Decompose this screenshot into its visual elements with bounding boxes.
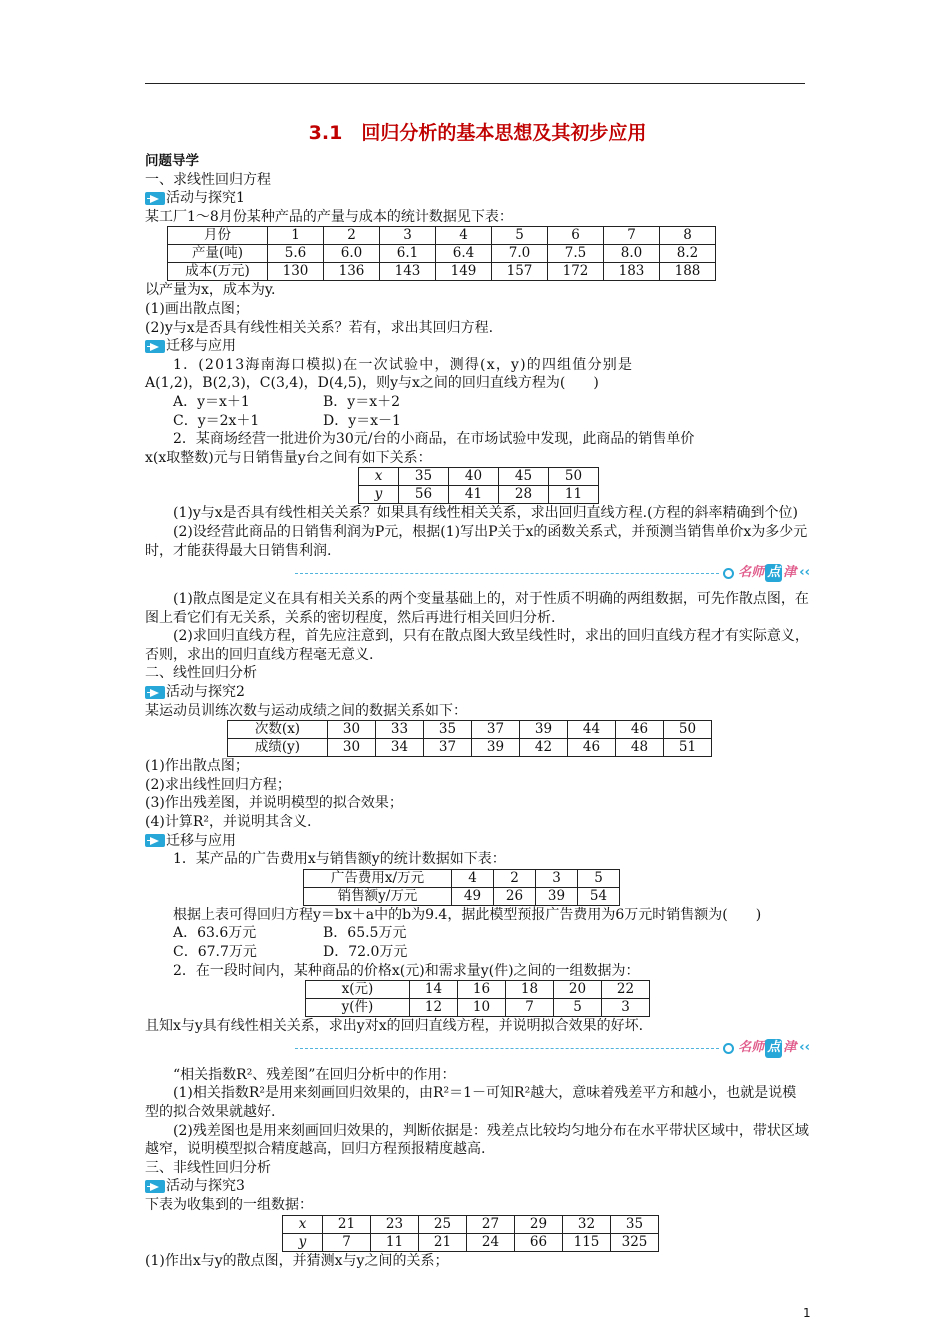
table-row-header: 成绩(y) xyxy=(228,739,328,757)
exercise-2-q2: (2)设经营此商品的日销售利润为P元，根据(1)写出P关于x的函数关系式，并预测当销售单价x为多少元时，才能获得最大日销售利润. xyxy=(145,523,808,559)
table-cell: 3 xyxy=(602,999,650,1017)
exercise-3-options-row-2 xyxy=(145,943,810,962)
tip-2-intro: “相关指数R²、残差图”在回归分析中的作用： xyxy=(173,1066,456,1083)
exercise-1-options-row-2 xyxy=(145,412,810,431)
table-row xyxy=(359,468,599,486)
tip-divider-1 xyxy=(145,562,810,584)
tip-1-para-2: (2)求回归直线方程，首先应注意到，只有在散点图大致呈线性时，求出的回归直线方程才有实际意义，否则，求出的回归直线方程毫无意义. xyxy=(145,628,809,663)
table-cell: 35 xyxy=(611,1215,659,1233)
table-row-header: 销售额y/万元 xyxy=(304,887,452,905)
exercise-4-text: 且知x与y具有线性相关关系，求出y对x的回归直线方程，并说明拟合效果的好坏. xyxy=(145,1018,644,1035)
table-cell: 39 xyxy=(520,721,568,739)
table-cell: 5 xyxy=(554,999,602,1017)
table-row-header: 产量(吨) xyxy=(168,245,268,263)
table-cell: 11 xyxy=(371,1233,419,1251)
activity-3 xyxy=(145,1177,810,1196)
table-cell: 149 xyxy=(436,263,492,281)
table-cell: 5 xyxy=(492,227,548,245)
table-cell: 49 xyxy=(452,887,494,905)
table-cell: 40 xyxy=(449,468,499,486)
table-cell: 143 xyxy=(380,263,436,281)
table-row xyxy=(168,245,716,263)
option-c: C．67.7万元 xyxy=(173,944,257,960)
table-cell: 2 xyxy=(324,227,380,245)
badge-text-highlight: 点 xyxy=(765,1039,782,1058)
table-cell: 5.6 xyxy=(268,245,324,263)
table-cell: 325 xyxy=(611,1233,659,1251)
circle-icon xyxy=(723,568,734,579)
table-cell: 39 xyxy=(472,739,520,757)
table-cell: 54 xyxy=(578,887,620,905)
table-cell: 3 xyxy=(380,227,436,245)
option-a: A．y＝x＋1 xyxy=(173,393,250,410)
table-cell: 48 xyxy=(616,739,664,757)
activity-2-intro: 某运动员训练次数与运动成绩之间的数据关系如下： xyxy=(145,702,467,719)
document-body xyxy=(145,118,810,1270)
table-cell: 21 xyxy=(419,1233,467,1251)
table-cell: 6.0 xyxy=(324,245,380,263)
table-cell: 6.4 xyxy=(436,245,492,263)
activity-2-label: 活动与探究2 xyxy=(166,684,245,701)
tip-2-para-1: (1)相关指数R²是用来刻画回归效果的，由R²＝1－可知R²越大，意味着残差平方和越小，也就是说模型的拟合效果就越好. xyxy=(145,1085,797,1120)
option-b: B．y＝x＋2 xyxy=(323,393,400,410)
section-1-heading: 一、求线性回归方程 xyxy=(145,171,271,188)
table-cell: 188 xyxy=(660,263,716,281)
chevron-icon: ‹‹ xyxy=(799,1040,810,1056)
activity-1-label: 活动与探究1 xyxy=(166,190,245,207)
exercise-3-options-row-1 xyxy=(145,924,810,943)
table-row-header: 成本(万元) xyxy=(168,263,268,281)
table-row-header: x(元) xyxy=(306,981,410,999)
table-row xyxy=(228,739,712,757)
table-cell: 7 xyxy=(604,227,660,245)
table-cell: 35 xyxy=(399,468,449,486)
activity-2 xyxy=(145,683,810,702)
table-row-header: y xyxy=(359,486,399,504)
table-row xyxy=(304,887,620,905)
table-row xyxy=(306,981,650,999)
exercise-2-line-1: 2．某商场经营一批进价为30元/台的小商品，在市场试验中发现，此商品的销售单价 xyxy=(173,431,695,448)
table-cell: 8.0 xyxy=(604,245,660,263)
table-cell: 50 xyxy=(549,468,599,486)
table-cell: 22 xyxy=(602,981,650,999)
table-cell: 7 xyxy=(323,1233,371,1251)
table-cell: 66 xyxy=(515,1233,563,1251)
table-row xyxy=(168,263,716,281)
table-cell: 50 xyxy=(664,721,712,739)
tip-2-para-2: (2)残差图也是用来刻画回归效果的，判断依据是：残差点比较均匀地分布在水平带状区域中，带状区域越窄，说明模型拟合精度越高，回归方程预报精度越高. xyxy=(145,1122,809,1158)
table-row-header: 月份 xyxy=(168,227,268,245)
badge-text-end: 津 xyxy=(783,564,797,580)
activity-1-after: 以产量为x，成本为y. xyxy=(145,282,276,299)
table-cell: 37 xyxy=(424,739,472,757)
price-demand-table xyxy=(305,980,650,1017)
table-cell: 37 xyxy=(472,721,520,739)
table-cell: 4 xyxy=(436,227,492,245)
table-cell: 7.0 xyxy=(492,245,548,263)
chevron-icon: ‹‹ xyxy=(799,564,810,580)
tip-badge xyxy=(719,1039,810,1058)
table-row-header: 次数(x) xyxy=(228,721,328,739)
page-number: 1 xyxy=(803,1306,811,1320)
exercise-1-line-1: 1．(2013海南海口模拟)在一次试验中，测得(x，y)的四组值分别是 xyxy=(173,356,634,373)
exercise-3-text: 根据上表可得回归方程y＝bx＋a中的b为9.4，据此模型预报广告费用为6万元时销售额为( ) xyxy=(173,906,762,923)
table-row xyxy=(359,486,599,504)
table-cell: 21 xyxy=(323,1215,371,1233)
table-cell: 115 xyxy=(563,1233,611,1251)
table-cell: 6 xyxy=(548,227,604,245)
table-cell: 7 xyxy=(506,999,554,1017)
table-cell: 8 xyxy=(660,227,716,245)
badge-text: 名师 xyxy=(738,564,765,580)
table-cell: 16 xyxy=(458,981,506,999)
tip-badge xyxy=(719,564,810,583)
tip-divider-2 xyxy=(145,1038,810,1060)
table-cell: 39 xyxy=(536,887,578,905)
transfer-2 xyxy=(145,832,810,851)
table-row-header: y xyxy=(283,1233,323,1251)
table-cell: 3 xyxy=(536,869,578,887)
table-row xyxy=(228,721,712,739)
activity-1-q2: (2)y与x是否具有线性相关关系？若有，求出其回归方程. xyxy=(145,319,494,336)
table-row xyxy=(306,999,650,1017)
option-c: C．y＝2x＋1 xyxy=(173,412,260,429)
badge-text-end: 津 xyxy=(783,1040,797,1056)
section-2-heading: 二、线性回归分析 xyxy=(145,665,257,682)
activity-3-q1: (1)作出x与y的散点图，并猜测x与y之间的关系； xyxy=(145,1252,449,1269)
exercise-2-line-2: x(x取整数)元与日销售量y台之间有如下关系： xyxy=(145,449,432,466)
table-cell: 1 xyxy=(268,227,324,245)
table-cell: 34 xyxy=(376,739,424,757)
table-cell: 46 xyxy=(568,739,616,757)
table-cell: 10 xyxy=(458,999,506,1017)
nonlinear-data-table xyxy=(282,1215,659,1252)
table-cell: 2 xyxy=(494,869,536,887)
arrow-icon xyxy=(145,340,165,353)
table-cell: 14 xyxy=(410,981,458,999)
table-row xyxy=(304,869,620,887)
table-cell: 28 xyxy=(499,486,549,504)
activity-3-intro: 下表为收集到的一组数据： xyxy=(145,1196,313,1213)
option-a: A．63.6万元 xyxy=(173,925,257,942)
guide-heading: 问题导学 xyxy=(145,153,199,169)
table-row xyxy=(168,227,716,245)
table-cell: 46 xyxy=(616,721,664,739)
activity-1 xyxy=(145,189,810,208)
table-cell: 44 xyxy=(568,721,616,739)
table-row-header: y(件) xyxy=(306,999,410,1017)
table-cell: 130 xyxy=(268,263,324,281)
table-row xyxy=(283,1233,659,1251)
table-cell: 136 xyxy=(324,263,380,281)
page-title: 3.1 回归分析的基本思想及其初步应用 xyxy=(308,122,647,144)
table-cell: 157 xyxy=(492,263,548,281)
table-cell: 24 xyxy=(467,1233,515,1251)
activity-3-label: 活动与探究3 xyxy=(166,1178,245,1195)
table-cell: 27 xyxy=(467,1215,515,1233)
table-cell: 33 xyxy=(376,721,424,739)
table-cell: 183 xyxy=(604,263,660,281)
transfer-1-label: 迁移与应用 xyxy=(166,338,236,355)
table-cell: 56 xyxy=(399,486,449,504)
table-cell: 6.1 xyxy=(380,245,436,263)
transfer-2-label: 迁移与应用 xyxy=(166,832,236,849)
header-rule xyxy=(145,83,805,84)
table-cell: 35 xyxy=(424,721,472,739)
badge-text-highlight: 点 xyxy=(765,564,782,583)
activity-1-q1: (1)画出散点图； xyxy=(145,300,249,317)
exercise-4-intro: 2．在一段时间内，某种商品的价格x(元)和需求量y(件)之间的一组数据为： xyxy=(173,962,640,979)
table-cell: 11 xyxy=(549,486,599,504)
table-cell: 8.2 xyxy=(660,245,716,263)
option-d: D．y＝x－1 xyxy=(323,412,401,429)
badge-text: 名师 xyxy=(738,1040,765,1056)
exercise-2-q1: (1)y与x是否具有线性相关关系？如果具有线性相关关系，求出回归直线方程.(方程的斜率精确到个位) xyxy=(173,505,799,522)
exercise-3-intro: 1．某产品的广告费用x与销售额y的统计数据如下表： xyxy=(173,851,506,868)
price-sales-table xyxy=(358,467,599,504)
option-d: D．72.0万元 xyxy=(323,944,408,960)
activity-2-q3: (3)作出残差图，并说明模型的拟合效果； xyxy=(145,795,403,812)
table-cell: 41 xyxy=(449,486,499,504)
table-row-header: x xyxy=(283,1215,323,1233)
table-cell: 5 xyxy=(578,869,620,887)
table-cell: 172 xyxy=(548,263,604,281)
exercise-1-line-2: A(1,2)，B(2,3)，C(3,4)，D(4,5)，则y与x之间的回归直线方程为( ) xyxy=(145,375,599,392)
section-3-heading: 三、非线性回归分析 xyxy=(145,1159,271,1176)
activity-2-q1: (1)作出散点图； xyxy=(145,758,249,775)
table-cell: 30 xyxy=(328,721,376,739)
table-cell: 20 xyxy=(554,981,602,999)
table-cell: 51 xyxy=(664,739,712,757)
table-cell: 29 xyxy=(515,1215,563,1233)
tip-1-para-1: (1)散点图是定义在具有相关关系的两个变量基础上的，对于性质不明确的两组数据，可先作散点图，在图上看它们有无关系，关系的密切程度，然后再进行相关回归分析. xyxy=(145,591,809,626)
circle-icon xyxy=(723,1043,734,1054)
transfer-1 xyxy=(145,337,810,356)
arrow-icon xyxy=(145,686,165,699)
exercise-1-options-row-1 xyxy=(145,393,810,412)
arrow-icon xyxy=(145,834,165,847)
activity-2-q2: (2)求出线性回归方程； xyxy=(145,776,291,793)
table-cell: 45 xyxy=(499,468,549,486)
arrow-icon xyxy=(145,1180,165,1193)
table-cell: 18 xyxy=(506,981,554,999)
activity-2-q4: (4)计算R²，并说明其含义. xyxy=(145,814,312,831)
table-cell: 42 xyxy=(520,739,568,757)
table-row xyxy=(283,1215,659,1233)
table-cell: 30 xyxy=(328,739,376,757)
table-cell: 25 xyxy=(419,1215,467,1233)
table-cell: 32 xyxy=(563,1215,611,1233)
training-score-table xyxy=(227,720,712,757)
table-cell: 4 xyxy=(452,869,494,887)
table-cell: 26 xyxy=(494,887,536,905)
table-row-header: x xyxy=(359,468,399,486)
table-cell: 12 xyxy=(410,999,458,1017)
advertising-sales-table xyxy=(303,869,620,906)
table-cell: 23 xyxy=(371,1215,419,1233)
table-row-header: 广告费用x/万元 xyxy=(304,869,452,887)
option-b: B．65.5万元 xyxy=(323,925,407,942)
arrow-icon xyxy=(145,192,165,205)
production-cost-table xyxy=(167,226,716,281)
activity-1-intro: 某工厂1～8月份某种产品的产量与成本的统计数据见下表： xyxy=(145,208,513,225)
table-cell: 7.5 xyxy=(548,245,604,263)
